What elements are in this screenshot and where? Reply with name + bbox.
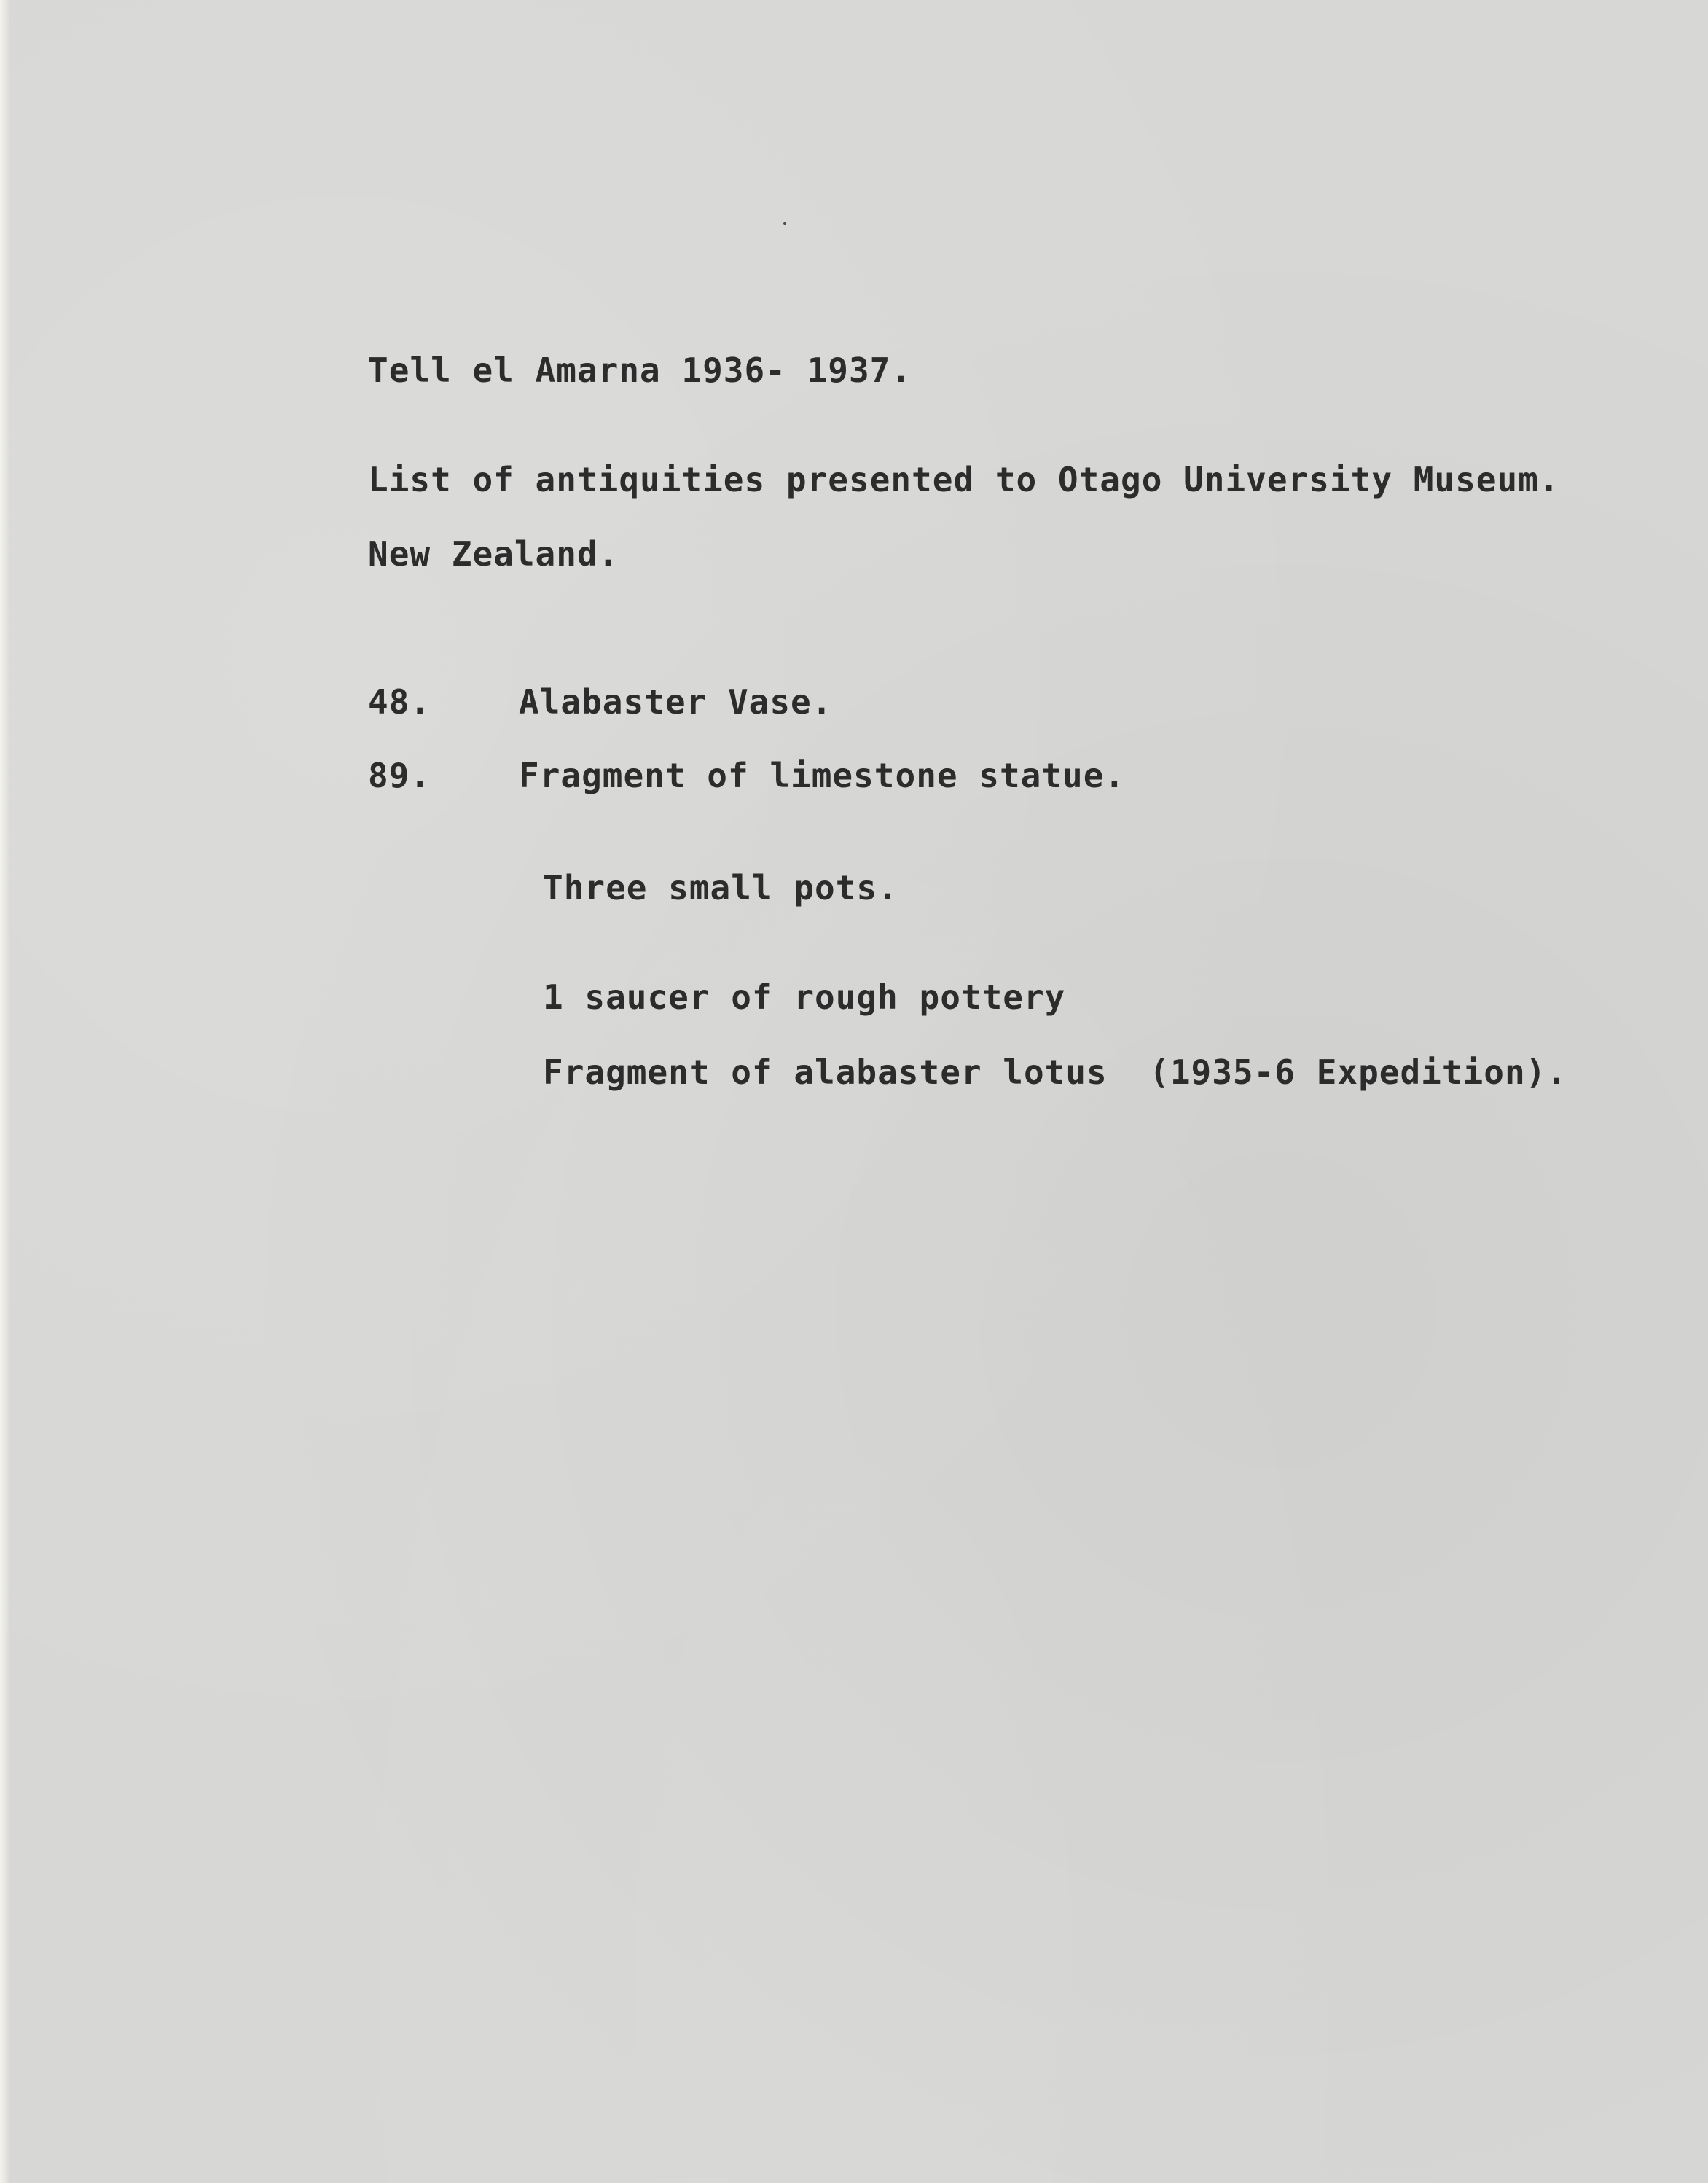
paper-edge [0,0,10,2183]
item-description: Fragment of limestone statue. [519,756,1126,795]
paper-speck [783,222,786,225]
additional-item: 1 saucer of rough pottery [543,977,1066,1017]
document-title: Tell el Amarna 1936- 1937. [368,351,912,390]
document-location: New Zealand. [368,534,619,574]
item-description: Alabaster Vase. [519,682,833,722]
item-number: 48. [368,682,431,722]
item-number: 89. [368,756,431,795]
additional-item: Three small pots. [543,868,898,907]
additional-item: Fragment of alabaster lotus (1935-6 Expedition). [543,1053,1568,1092]
document-subtitle: List of antiquities presented to Otago University Museum. [368,460,1560,499]
